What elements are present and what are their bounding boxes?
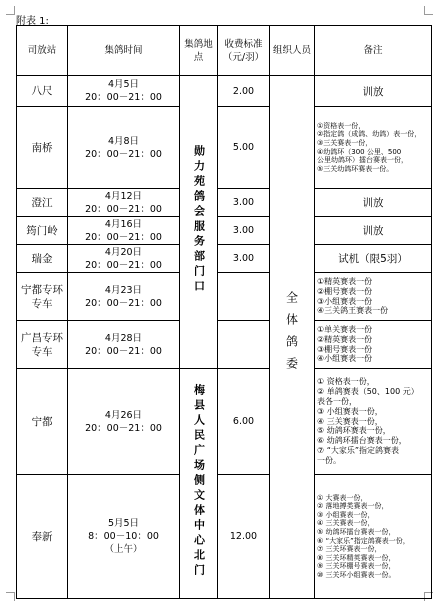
note-line: ⑧ 三关环精英赛表一份， — [317, 553, 396, 562]
table-row — [17, 475, 432, 599]
place-cell-upper: 勋力苑鸽会服务部门口 — [180, 76, 218, 369]
note-line: ③ 小组赛表一份， — [317, 406, 383, 416]
time-cell: 4月28日 20：00－21：00 — [68, 321, 180, 369]
note-line: 公里幼鸽环）擂台赛表一份， — [317, 156, 408, 165]
note-line: ⑤ 幼鸽环擂台赛表一份， — [317, 527, 396, 536]
note-cell — [315, 321, 432, 369]
time-cell: 4月23日 20：00－21：00 — [68, 273, 180, 321]
note-cell: 训放 — [315, 217, 432, 245]
note-line: ④三关鸽王赛表一份 — [317, 306, 389, 316]
table-row — [17, 369, 432, 475]
header-row — [17, 26, 432, 76]
attachment-title: 附表 1: — [16, 16, 49, 27]
note-line: ② 单鸽赛表（50、100 元） — [317, 387, 419, 397]
note-line: ④幼鸽环（300 公里、500 — [317, 147, 402, 156]
fee-cell: 3.00 — [218, 189, 270, 217]
corner-mark-top-left — [6, 6, 15, 15]
site-cell: 南桥 — [17, 107, 68, 189]
note-line: 一份。 — [317, 455, 341, 465]
place-cell-lower: 梅县人民广场侧文体中心北门 — [180, 369, 218, 599]
note-cell — [315, 107, 432, 189]
time-cell: 5月5日 8：00－10：00 （上午） — [68, 475, 180, 599]
note-line: ③棚号赛表一份 — [317, 344, 373, 354]
note-line: ②棚号赛表一份 — [317, 286, 373, 296]
note-line: ④ 三关赛表一份， — [317, 416, 383, 426]
note-line: ⑩ 三关环小组赛表一份。 — [317, 570, 396, 579]
note-line: ②指定鸽（成鸽、幼鸽）表一份， — [317, 130, 422, 139]
note-line: ① 大赛表一份， — [317, 493, 368, 502]
table-row — [17, 107, 432, 189]
note-line: ⑤ 幼鸽环赛表一份， — [317, 426, 391, 436]
time-cell: 4月20日 20：00－21：00 — [68, 245, 180, 273]
site-cell: 瑞金 — [17, 245, 68, 273]
fee-cell: 3.00 — [218, 217, 270, 245]
note-cell — [315, 475, 432, 599]
time-cell: 4月16日 20：00－21：00 — [68, 217, 180, 245]
header-time: 集鸽时间 — [68, 26, 180, 76]
note-line: ⑤三关幼鸽环赛表一份。 — [317, 164, 394, 173]
note-cell — [315, 369, 432, 475]
site-cell: 澄江 — [17, 189, 68, 217]
time-cell: 4月8日 20：00－21：00 — [68, 107, 180, 189]
header-org: 组织人员 — [270, 26, 315, 76]
fee-cell — [218, 273, 270, 321]
note-line: ② 落地搏类赛表一份， — [317, 502, 389, 511]
note-line: ①资格表一份， — [317, 121, 366, 130]
note-line: ①单关赛表一份 — [317, 324, 373, 334]
note-line: ③ 小组赛表一份， — [317, 510, 375, 519]
note-cell: 训放 — [315, 189, 432, 217]
note-line: ⑦ “大家乐”指定鸽赛表 — [317, 445, 400, 455]
note-line: ④小组赛表一份 — [317, 354, 373, 364]
fee-cell: 2.00 — [218, 76, 270, 107]
note-line: 表各一份， — [317, 397, 357, 406]
note-line: ②精英赛表一份 — [317, 334, 373, 344]
time-cell: 4月26日 20：00－21：00 — [68, 369, 180, 475]
note-cell — [315, 273, 432, 321]
table-row — [17, 76, 432, 107]
note-cell: 试机（限5羽） — [315, 245, 432, 273]
fee-cell: 12.00 — [218, 475, 270, 599]
note-cell: 训放 — [315, 76, 432, 107]
fee-cell: 5.00 — [218, 107, 270, 189]
corner-mark-bottom-left — [6, 592, 15, 601]
schedule-table — [16, 25, 432, 599]
note-line: ⑦ 三关环赛表一份， — [317, 545, 382, 554]
header-place: 集鸽地点 — [180, 26, 218, 76]
table-row — [17, 189, 432, 217]
note-line: ①精英赛表一份 — [317, 276, 373, 286]
header-site: 司放站 — [17, 26, 68, 76]
site-cell: 宁都专环专车 — [17, 273, 68, 321]
time-cell: 4月12日 20：00－21：00 — [68, 189, 180, 217]
note-line: ① 资格表一份， — [317, 377, 375, 387]
org-cell: 全体鸽委 — [270, 76, 315, 599]
site-cell: 八尺 — [17, 76, 68, 107]
table-row — [17, 217, 432, 245]
site-cell: 筠门岭 — [17, 217, 68, 245]
note-line: ⑥ 幼鸽环擂台赛表一份， — [317, 436, 407, 446]
header-fee: 收费标准（元/羽） — [218, 26, 270, 76]
fee-cell: 6.00 — [218, 369, 270, 475]
site-cell: 宁都 — [17, 369, 68, 475]
table-row — [17, 273, 432, 321]
table-row — [17, 321, 432, 369]
note-line: ④ 三关赛表一份， — [317, 519, 375, 528]
corner-mark-top-right — [424, 6, 433, 15]
note-line: ③三关赛表一份， — [317, 138, 373, 147]
header-notes: 备注 — [315, 26, 432, 76]
site-cell: 奉新 — [17, 475, 68, 599]
note-line: ⑥ “大家乐”指定鸽赛表一份， — [317, 536, 410, 545]
site-cell: 广昌专环专车 — [17, 321, 68, 369]
note-line: ③小组赛表一份 — [317, 296, 373, 306]
fee-cell: 3.00 — [218, 245, 270, 273]
fee-cell — [218, 321, 270, 369]
note-line: ⑨ 三关环棚号赛表一份， — [317, 562, 396, 571]
table-row — [17, 245, 432, 273]
time-cell: 4月5日 20：00－21：00 — [68, 76, 180, 107]
